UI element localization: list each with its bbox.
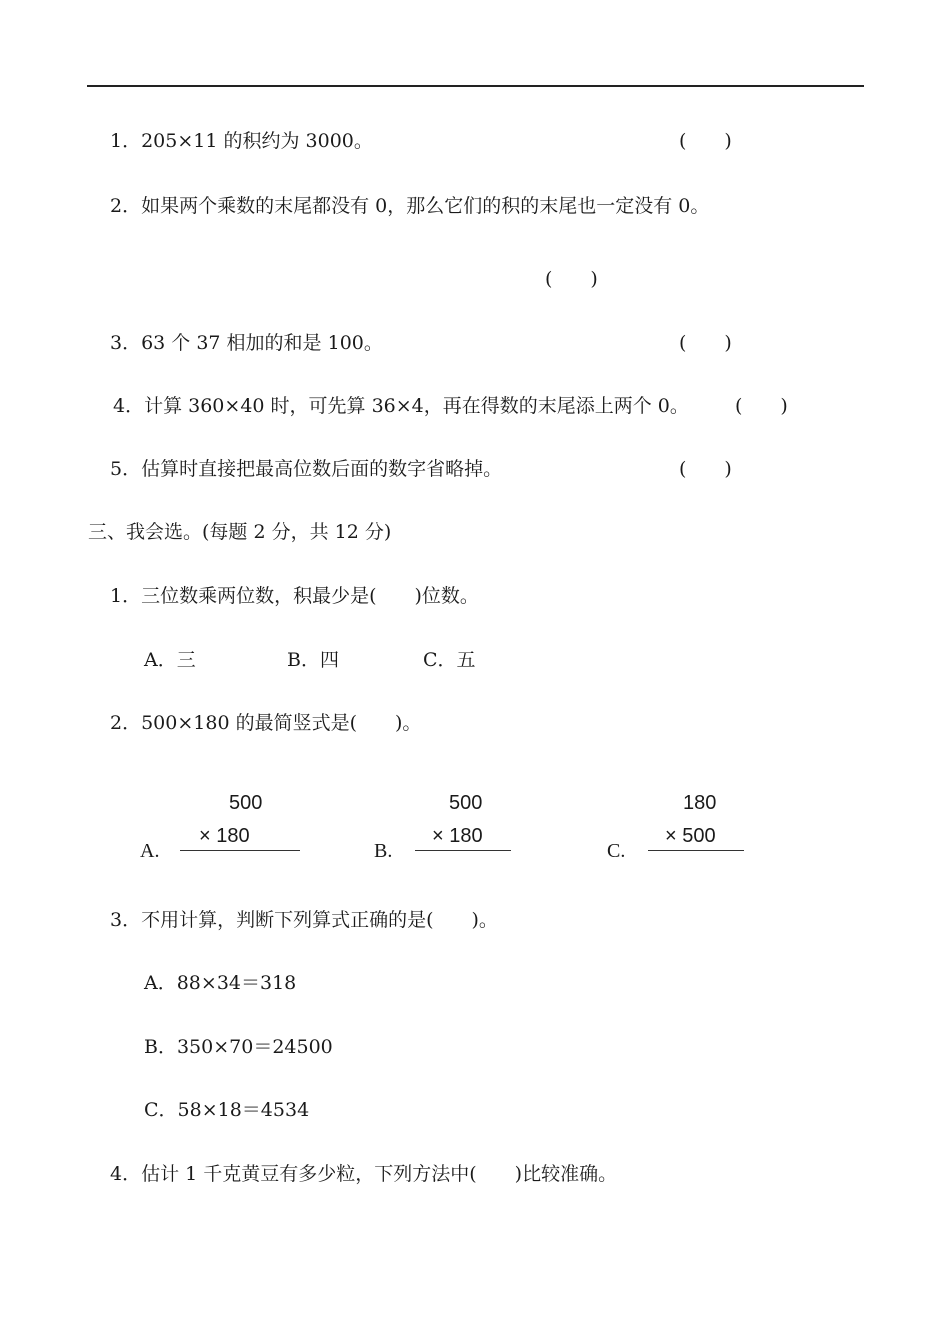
choice-q3-option-a[interactable]: A．88×34＝318 — [144, 972, 297, 994]
choice-q1-option-a[interactable]: A．三 — [144, 649, 196, 671]
option-a-top-number: 500 — [229, 792, 263, 814]
judge-item-2-answer-blank[interactable]: ( ) — [545, 268, 598, 290]
choice-q4-text: 4．估计 1 千克黄豆有多少粒，下列方法中( )比较准确。 — [110, 1163, 618, 1185]
judge-item-1-answer-blank[interactable]: ( ) — [679, 130, 732, 152]
judge-item-1-text: 1．205×11 的积约为 3000。 — [110, 130, 373, 152]
option-c-letter: C. — [607, 840, 626, 862]
option-b-letter: B. — [374, 840, 393, 862]
option-b-result-line — [415, 850, 511, 851]
choice-q1-text: 1．三位数乘两位数，积最少是( )位数。 — [110, 585, 479, 607]
judge-item-5-answer-blank[interactable]: ( ) — [679, 458, 732, 480]
top-rule — [87, 85, 864, 87]
judge-item-3-text: 3．63 个 37 相加的和是 100。 — [110, 332, 383, 354]
choice-q3-option-b[interactable]: B．350×70＝24500 — [144, 1036, 333, 1058]
option-a-bottom-number: × 180 — [199, 825, 250, 847]
option-c-top-number: 180 — [683, 792, 717, 814]
section-3-heading: 三、我会选。(每题 2 分，共 12 分) — [88, 521, 392, 543]
choice-q2-text: 2．500×180 的最简竖式是( )。 — [110, 712, 422, 734]
option-a-result-line — [180, 850, 300, 851]
judge-item-4-answer-blank[interactable]: ( ) — [735, 395, 788, 417]
option-c-bottom-number: × 500 — [665, 825, 716, 847]
choice-q1-option-c[interactable]: C．五 — [423, 649, 476, 671]
option-b-bottom-number: × 180 — [432, 825, 483, 847]
judge-item-2-text: 2．如果两个乘数的末尾都没有 0，那么它们的积的末尾也一定没有 0。 — [110, 195, 710, 217]
choice-q3-text: 3．不用计算，判断下列算式正确的是( )。 — [110, 909, 498, 931]
option-b-top-number: 500 — [449, 792, 483, 814]
option-c-result-line — [648, 850, 744, 851]
judge-item-3-answer-blank[interactable]: ( ) — [679, 332, 732, 354]
judge-item-5-text: 5．估算时直接把最高位数后面的数字省略掉。 — [110, 458, 503, 480]
option-a-letter: A. — [140, 840, 160, 862]
choice-q1-option-b[interactable]: B．四 — [287, 649, 339, 671]
judge-item-4-text: 4．计算 360×40 时，可先算 36×4，再在得数的末尾添上两个 0。 — [113, 395, 689, 417]
choice-q3-option-c[interactable]: C．58×18＝4534 — [144, 1099, 310, 1121]
